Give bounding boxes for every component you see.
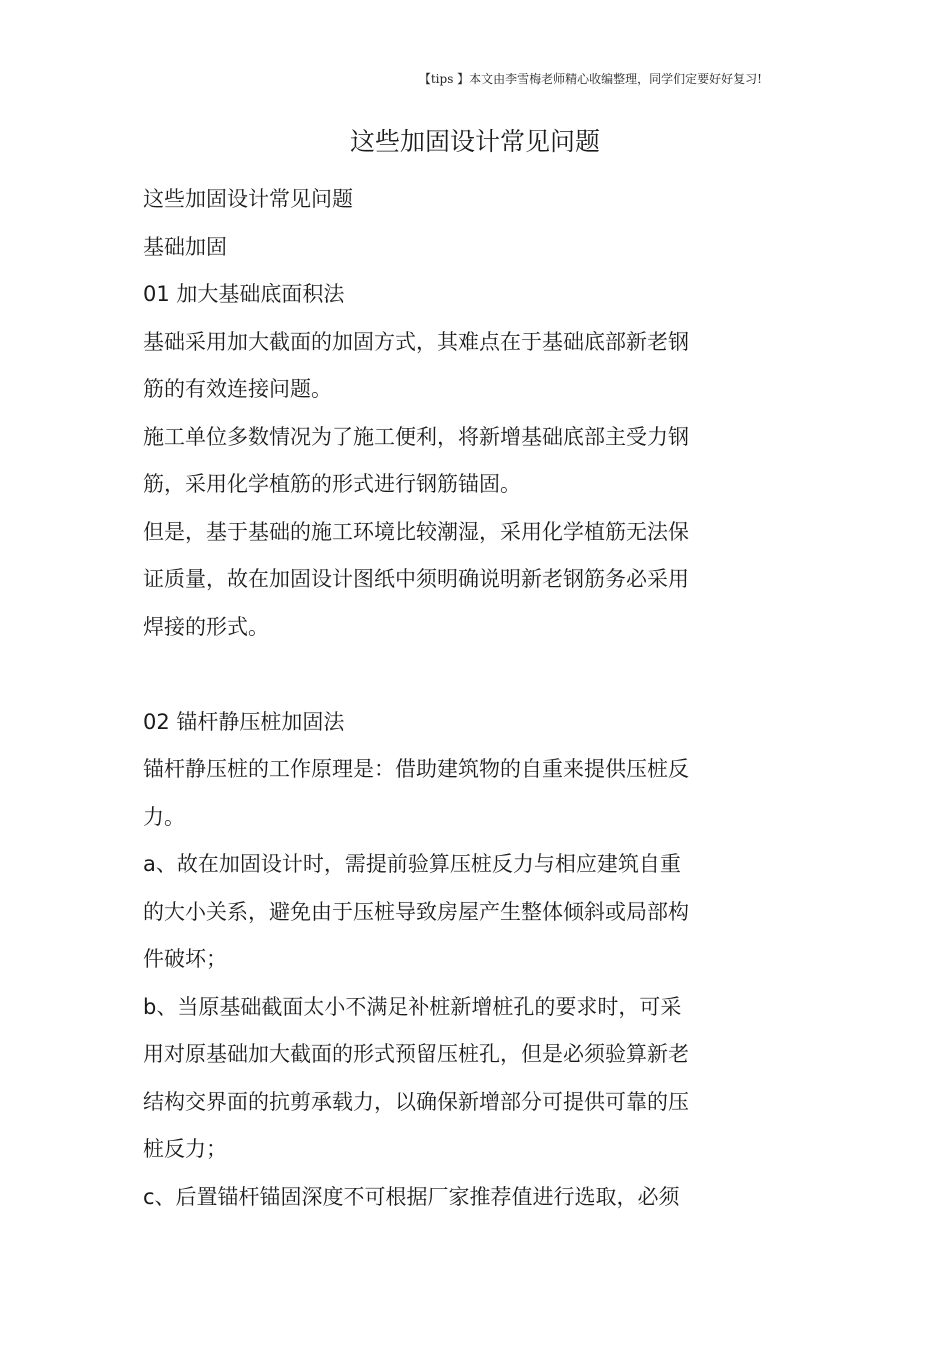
body-line: 用对原基础加大截面的形式预留压桩孔，但是必须验算新老: [143, 1042, 689, 1066]
body-line: 基础采用加大截面的加固方式，其难点在于基础底部新老钢: [143, 329, 689, 354]
body-line: 桩反力；: [143, 1137, 227, 1161]
list-item-b: b、当原基础截面太小不满足补桩新增桩孔的要求时，可采: [143, 994, 682, 1019]
body-line: 结构交界面的抗剪承载力，以确保新增部分可提供可靠的压: [143, 1089, 689, 1114]
paragraph-gap: [143, 651, 753, 699]
body-line: 锚杆静压桩的工作原理是：借助建筑物的自重来提供压桩反: [143, 757, 689, 781]
list-item-a: a、故在加固设计时，需提前验算压桩反力与相应建筑自重: [143, 852, 681, 876]
body-line: 但是，基于基础的施工环境比较潮湿，采用化学植筋无法保: [143, 519, 689, 544]
body-line: 证质量，故在加固设计图纸中须明确说明新老钢筋务必采用: [143, 567, 689, 591]
section-heading-foundation: 基础加固: [143, 234, 227, 259]
subsection-heading-02: 02 锚杆静压桩加固法: [143, 709, 345, 734]
document-title: 这些加固设计常见问题: [349, 127, 600, 156]
body-line: 力。: [143, 804, 185, 829]
body-line-subtitle: 这些加固设计常见问题: [143, 187, 353, 211]
body-line: 施工单位多数情况为了施工便利，将新增基础底部主受力钢: [143, 424, 689, 449]
body-line: 筋的有效连接问题。: [143, 377, 332, 401]
document-body: [143, 176, 753, 1221]
body-line: 件破坏；: [143, 947, 227, 971]
body-line: 的大小关系，避免由于压桩导致房屋产生整体倾斜或局部构: [143, 899, 689, 924]
body-line: 焊接的形式。: [143, 614, 269, 639]
body-line: 筋，采用化学植筋的形式进行钢筋锚固。: [143, 472, 521, 496]
list-item-c: c、后置锚杆锚固深度不可根据厂家推荐值进行选取，必须: [143, 1184, 680, 1209]
subsection-heading-01: 01 加大基础底面积法: [143, 282, 345, 306]
header-note: 【tips 】本文由李雪梅老师精心收编整理，同学们定要好好复习!: [418, 72, 762, 86]
